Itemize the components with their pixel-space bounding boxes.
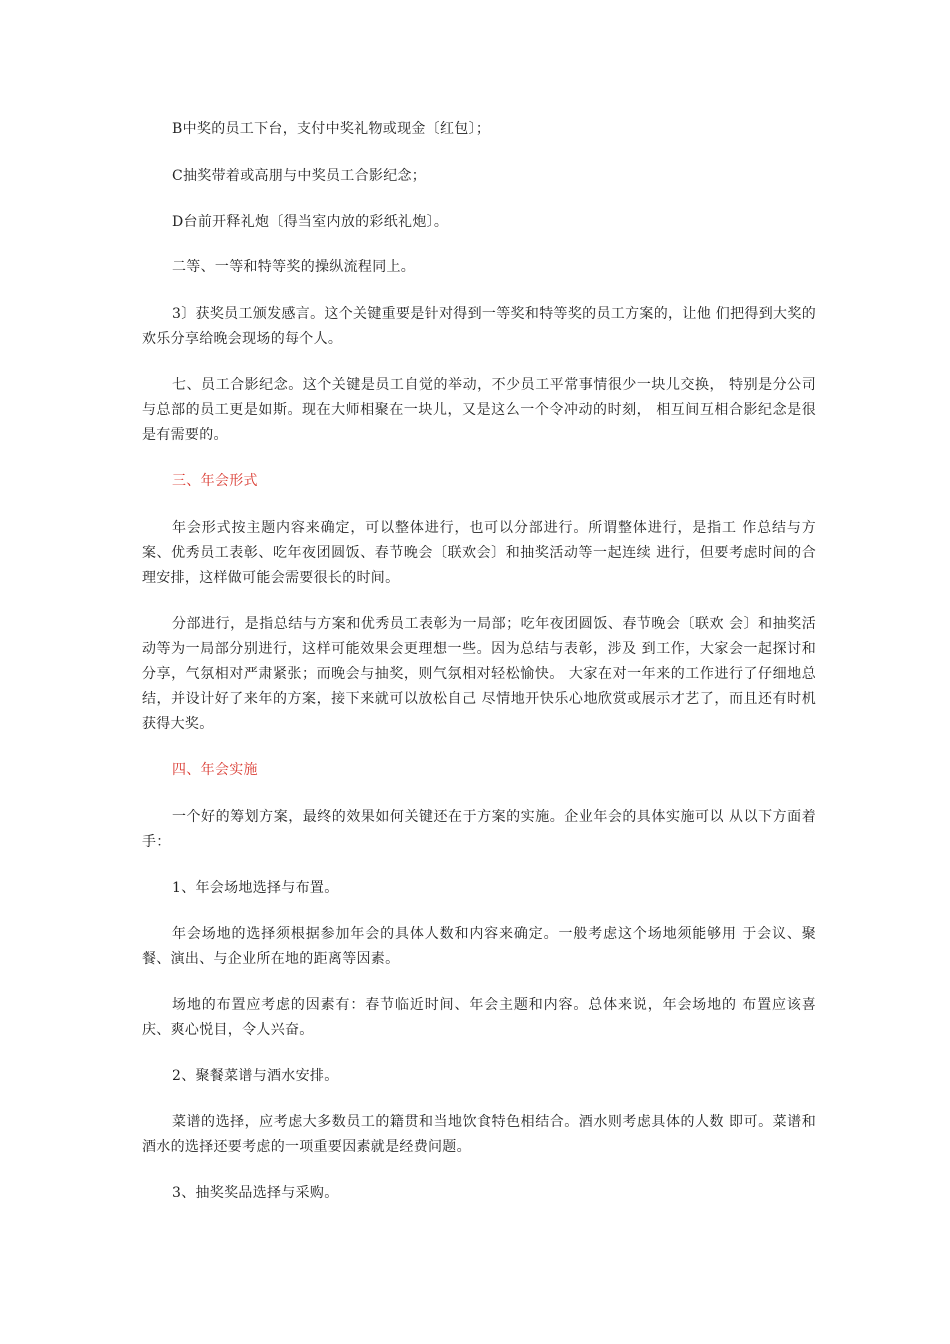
paragraph-c: C抽奖带着或高朋与中奖员工合影纪念；: [172, 168, 427, 184]
paragraph-separate: 分部进行，是指总结与方案和优秀员工表彰为一局部；吃年夜团圆饭、春节晚会〔联欢 会〕和抽奖活动等为一局部分别进行，这样可能效果会更理想一些。因为总结与表彰，涉及 到工作，大家会一起探讨和分享，气氛相对严肃紧张；而晚会与抽奖，则气氛相对轻松愉快。 大家在对一年来的工作进行了仔细地总结，并设计好了来年的方案，接下来就可以放松自己 尽情地开快乐心地欣赏或展示才艺了，而且还有时机获得大奖。: [142, 616, 816, 732]
paragraph-prizes-title: 3、抽奖奖品选择与采购。: [172, 1185, 339, 1201]
paragraph-process: 二等、一等和特等奖的操纵流程同上。: [172, 259, 416, 275]
section-heading-implementation: 四、年会实施: [172, 762, 258, 778]
paragraph-venue-layout: 场地的布置应考虑的因素有：春节临近时间、年会主题和内容。总体来说，年会场地的 布置应该喜庆、爽心悦目，令人兴奋。: [142, 997, 816, 1038]
paragraph-b: B中奖的员工下台，支付中奖礼物或现金〔红包〕；: [172, 121, 491, 137]
paragraph-menu: 菜谱的选择，应考虑大多数员工的籍贯和当地饮食特色相结合。酒水则考虑具体的人数 即可。菜谱和酒水的选择还要考虑的一项重要因素就是经费问题。: [142, 1114, 816, 1155]
paragraph-group-photo: 七、员工合影纪念。这个关键是员工自觉的举动，不少员工平常事情很少一块儿交换， 特别是分公司与总部的员工更是如斯。现在大师相聚在一块儿，又是这么一个令冲动的时刻， 相互间互相合影纪念是很是有需要的。: [142, 377, 816, 443]
section-heading-format: 三、年会形式: [172, 473, 258, 489]
paragraph-menu-title: 2、聚餐菜谱与酒水安排。: [172, 1068, 339, 1084]
paragraph-implementation: 一个好的筹划方案，最终的效果如何关键还在于方案的实施。企业年会的具体实施可以 从以下方面着手：: [142, 809, 816, 850]
paragraph-format: 年会形式按主题内容来确定，可以整体进行，也可以分部进行。所谓整体进行，是指工 作总结与方案、优秀员工表彰、吃年夜团圆饭、春节晚会〔联欢会〕和抽奖活动等一起连续 进行，但要考虑时间的合理安排，这样做可能会需要很长的时间。: [142, 520, 816, 586]
paragraph-d: D台前开释礼炮〔得当室内放的彩纸礼炮〕。: [172, 214, 449, 230]
paragraph-venue: 年会场地的选择须根据参加年会的具体人数和内容来确定。一般考虑这个场地须能够用 于会议、聚餐、演出、与企业所在地的距离等因素。: [142, 926, 816, 967]
paragraph-speech: 3〕获奖员工颁发感言。这个关键重要是针对得到一等奖和特等奖的员工方案的，让他 们把得到大奖的欢乐分享给晚会现场的每个人。: [142, 306, 816, 347]
paragraph-venue-title: 1、年会场地选择与布置。: [172, 880, 339, 896]
